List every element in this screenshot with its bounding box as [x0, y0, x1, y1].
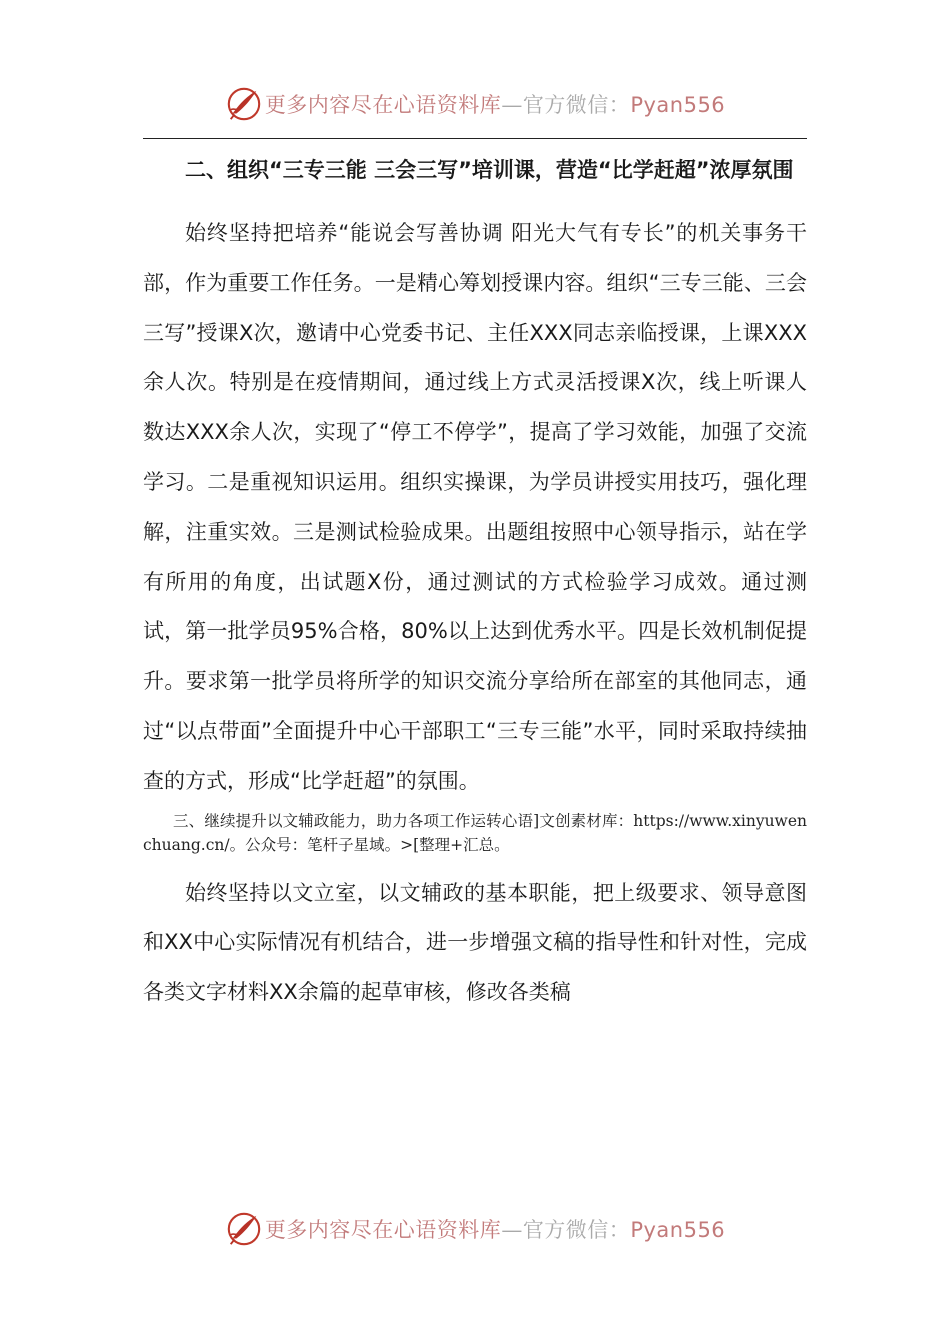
footer-banner-wechat-label: —官方微信：	[501, 1218, 631, 1242]
inserted-note: 三、继续提升以文辅政能力，助力各项工作运转心语]文创素材库：https://www.xinyuwenchuang.cn/。公众号：笔杆子星域。>[整理+汇总。	[143, 811, 807, 854]
header-banner	[0, 80, 950, 128]
footer-banner-wechat-id: Pyan556	[630, 1218, 726, 1242]
header-banner-text	[265, 89, 725, 119]
footer-banner	[0, 1205, 950, 1253]
document-body	[143, 146, 807, 1018]
header-divider	[143, 138, 807, 139]
header-banner-wechat-label: —官方微信：	[501, 93, 631, 117]
header-banner-wechat-id: Pyan556	[630, 93, 726, 117]
quill-logo-icon	[225, 85, 263, 123]
paragraph-writing: 始终坚持以文立室，以文辅政的基本职能，把上级要求、领导意图和XX中心实际情况有机结合，进一步增强文稿的指导性和针对性，完成各类文字材料XX余篇的起草审核，修改各类稿	[143, 880, 807, 1005]
paragraph-training: 始终坚持把培养“能说会写善协调 阳光大气有专长”的机关事务干部，作为重要工作任务。一是精心筹划授课内容。组织“三专三能、三会三写”授课X次，邀请中心党委书记、主任XXX同志亲临授课，上课XXX余人次。特别是在疫情期间，通过线上方式灵活授课X次，线上听课人数达XXX余人次，实现了“停工不停学”，提高了学习效能，加强了交流学习。二是重视知识运用。组织实操课，为学员讲授实用技巧，强化理解，注重实效。三是测试检验成果。出题组按照中心领导指示，站在学有所用的角度，出试题X份，通过测试的方式检验学习成效。通过测试，第一批学员95%合格，80%以上达到优秀水平。四是长效机制促提升。要求第一批学员将所学的知识交流分享给所在部室的其他同志，通过“以点带面”全面提升中心干部职工“三专三能”水平，同时采取持续抽查的方式，形成“比学赶超”的氛围。	[143, 221, 807, 793]
section-heading: 二、组织“三专三能 三会三写”培训课，营造“比学赶超”浓厚氛围	[185, 158, 794, 182]
footer-banner-title: 更多内容尽在心语资料库	[264, 1218, 502, 1242]
quill-logo-icon	[225, 1210, 263, 1248]
footer-banner-text	[265, 1214, 725, 1244]
header-banner-title: 更多内容尽在心语资料库	[264, 93, 502, 117]
